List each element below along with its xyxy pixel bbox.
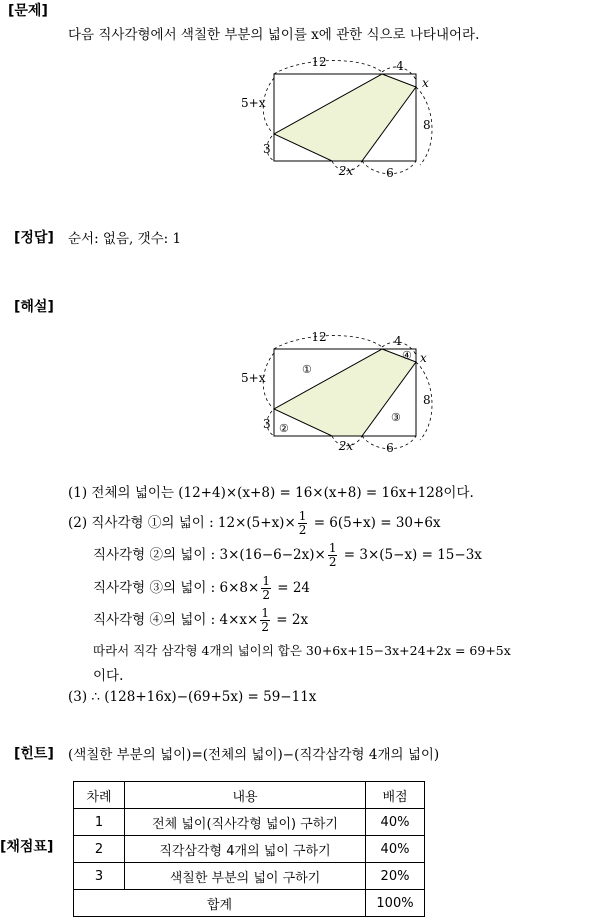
solution-line-6: 따라서 직각 삼각형 4개의 넓이의 합은 30+6x+15−3x+24+2x = 69+5x (93, 643, 511, 658)
scoring-table (73, 781, 425, 917)
circle-4: ④ (402, 349, 412, 362)
solution-line-8: (3) ∴ (128+16x)−(69+5x) = 59−11x (68, 689, 317, 705)
table-row: 2 직각삼각형 4개의 넓이 구하기 40% (74, 836, 425, 863)
svg-text:6: 6 (386, 441, 394, 455)
table-header-row (74, 782, 425, 809)
problem-header: [문제] (8, 3, 48, 19)
hint-header: [힌트] (14, 746, 54, 762)
label-2x: 2x (338, 164, 354, 178)
solution-line-7: 이다. (93, 668, 124, 684)
solution-header: [해설] (14, 299, 54, 315)
shaded-region (274, 74, 416, 161)
circle-1: ① (302, 363, 312, 376)
figure-rectangle-solution (230, 325, 450, 460)
label-3: 3 (263, 142, 271, 156)
figure-rectangle (230, 50, 450, 185)
table-total-row: 합계 100% (74, 890, 425, 917)
scoring-header: [채점표] (0, 839, 54, 855)
svg-text:4: 4 (394, 334, 402, 348)
svg-text:2x: 2x (338, 439, 354, 453)
label-4: 4 (396, 59, 404, 73)
label-8: 8 (423, 118, 431, 132)
label-x: x (422, 76, 429, 90)
table-row: 3 색칠한 부분의 넓이 구하기 20% (74, 863, 425, 890)
solution-line-4: 직사각형 ③의 넓이 : 6×8× $\frac{1}{2}$ = 24 (93, 574, 311, 602)
col-content: 내용 (125, 782, 366, 809)
label-5x: 5+x (241, 96, 266, 110)
svg-text:x: x (420, 351, 427, 365)
solution-line-1: (1) 전체의 넓이는 (12+4)×(x+8) = 16×(x+8) = 16x+128이다. (68, 485, 474, 501)
answer-header: [정답] (14, 230, 54, 246)
label-12: 12 (311, 55, 327, 69)
col-points: 배점 (366, 782, 425, 809)
label-6: 6 (386, 166, 394, 180)
table-row: 1 전체 넓이(직사각형 넓이) 구하기 40% (74, 809, 425, 836)
svg-text:12: 12 (311, 330, 327, 344)
solution-line-2: (2) 직사각형 ①의 넓이 : 12×(5+x)× $\frac{1}{2}$ = 6(5+x) = 30+6x (68, 509, 441, 537)
solution-line-5: 직사각형 ④의 넓이 : 4×x× $\frac{1}{2}$ = 2x (93, 606, 309, 634)
col-order: 차례 (74, 782, 125, 809)
svg-text:8: 8 (423, 393, 431, 407)
problem-text: 다음 직사각형에서 색칠한 부분의 넓이를 x에 관한 식으로 나타내어라. (68, 27, 480, 43)
answer-text: 순서: 없음, 갯수: 1 (68, 231, 182, 247)
svg-text:5+x: 5+x (241, 371, 266, 385)
circle-2: ② (279, 422, 289, 435)
hint-text: (색칠한 부분의 넓이)=(전체의 넓이)−(직각삼각형 4개의 넓이) (68, 747, 440, 763)
circle-3: ③ (391, 411, 401, 424)
solution-line-3: 직사각형 ②의 넓이 : 3×(16−6−2x)× $\frac{1}{2}$ = 3×(5−x) = 15−3x (93, 541, 482, 569)
svg-text:3: 3 (263, 417, 271, 431)
